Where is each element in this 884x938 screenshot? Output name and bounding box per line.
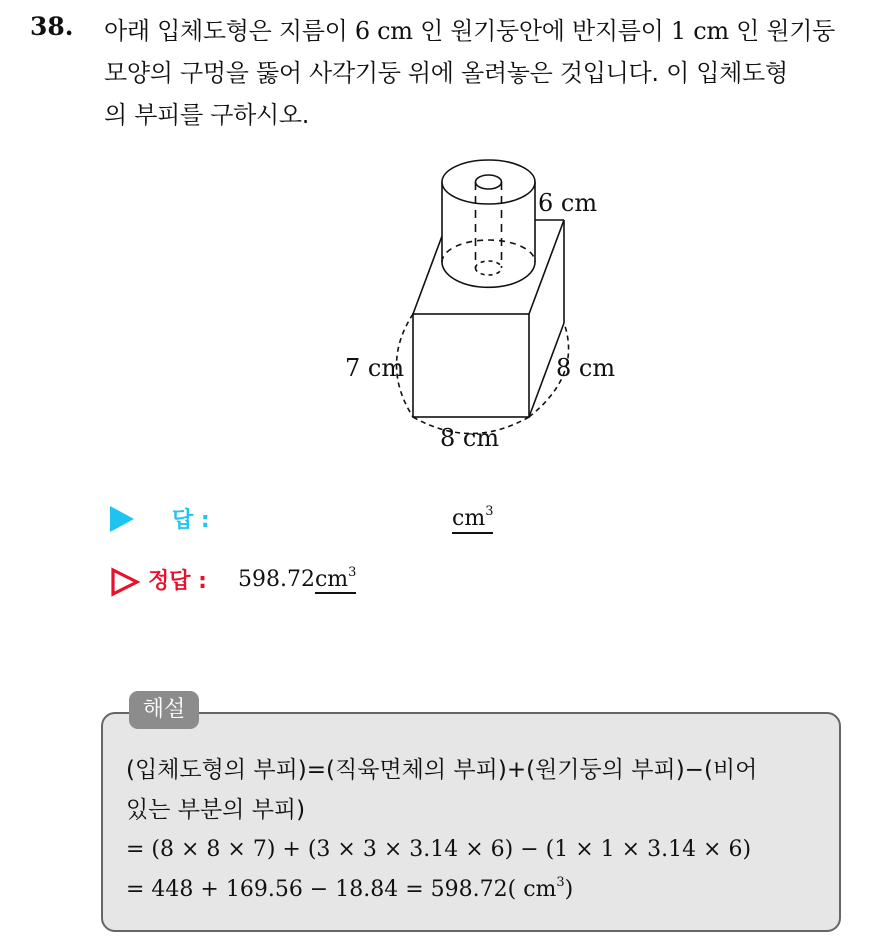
outline-arrow-icon bbox=[110, 567, 140, 597]
question-line-3: 의 부피를 구하시오. bbox=[104, 101, 310, 129]
label-diameter: 6 cm bbox=[538, 189, 598, 217]
correct-answer-row bbox=[110, 564, 510, 600]
question-number: 38. bbox=[30, 12, 74, 41]
question-line-1: 아래 입체도형은 지름이 6 cm 인 원기둥안에 반지름이 1 cm 인 원기둥 bbox=[104, 17, 835, 45]
answer-row bbox=[110, 502, 530, 538]
label-width: 8 cm bbox=[440, 424, 500, 452]
explanation-text bbox=[126, 750, 826, 910]
explanation-line-2: 있는 부분의 부피) bbox=[126, 797, 306, 823]
explanation-exponent: 3 bbox=[556, 875, 565, 890]
correct-answer-unit: $cm^3$ bbox=[314, 565, 357, 592]
answer-unit-text: cm bbox=[452, 506, 486, 531]
label-depth: 8 cm bbox=[556, 354, 616, 382]
label-height: 7 cm bbox=[345, 354, 405, 382]
solid-figure-drawing bbox=[330, 150, 630, 460]
question-text bbox=[104, 10, 864, 136]
correct-answer-number: 598.72 bbox=[238, 567, 315, 592]
play-arrow-icon bbox=[110, 506, 134, 532]
answer-label: 답 : bbox=[172, 508, 210, 533]
explanation-tag: 해설 bbox=[129, 691, 199, 729]
answer-blank[interactable] bbox=[452, 506, 493, 534]
answer-unit-exponent: 3 bbox=[485, 504, 494, 519]
correct-unit-exponent: 3 bbox=[348, 565, 357, 580]
explanation-line-1: (입체도형의 부피)=(직육면체의 부피)+(원기둥의 부피)−(비어 bbox=[126, 757, 758, 783]
box-front-face bbox=[413, 314, 529, 417]
correct-answer-value bbox=[238, 567, 356, 593]
explanation-line-3: = (8 × 8 × 7) + (3 × 3 × 3.14 × 6) − (1 × 1 × 3.14 × 6) bbox=[126, 837, 752, 862]
correct-answer-label: 정답 : bbox=[148, 569, 207, 594]
solid-figure bbox=[330, 150, 630, 460]
explanation-line-4: = 448 + 169.56 − 18.84 = 598.72( $cm^3$) bbox=[126, 875, 574, 902]
cylinder-top bbox=[442, 160, 535, 204]
question-line-2: 모양의 구멍을 뚫어 사각기둥 위에 올려놓은 것입니다. 이 입체도형 bbox=[104, 59, 788, 87]
